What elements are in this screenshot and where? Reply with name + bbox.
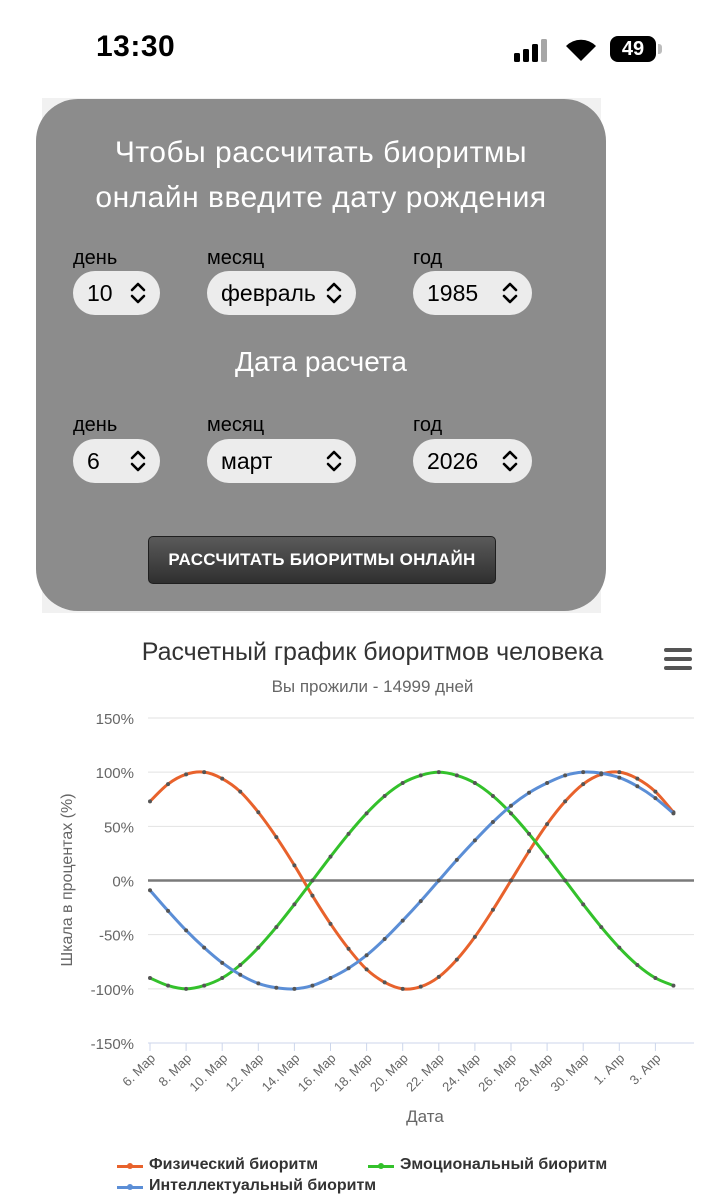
birth-month-label: месяц: [207, 247, 265, 269]
x-tick-label: 22. Мар: [402, 1050, 447, 1095]
data-point-emotional: [220, 976, 224, 980]
form-title-line-2: онлайн введите дату рождения: [95, 181, 547, 214]
data-point-physical: [347, 947, 351, 951]
data-point-intellectual: [220, 961, 224, 965]
legend-physical[interactable]: [149, 1156, 318, 1174]
data-point-physical: [310, 894, 314, 898]
data-point-emotional: [202, 984, 206, 988]
chevron-up-down-icon: [500, 281, 520, 305]
data-point-physical: [329, 922, 333, 926]
data-point-intellectual: [563, 773, 567, 777]
data-point-intellectual: [329, 976, 333, 980]
data-point-physical: [148, 799, 152, 803]
data-point-emotional: [274, 925, 278, 929]
x-tick-label: 12. Мар: [222, 1050, 267, 1095]
calc-day-select[interactable]: [73, 439, 160, 483]
data-point-intellectual: [455, 858, 459, 862]
calc-month-label: месяц: [207, 414, 265, 436]
chart-title: Расчетный график биоритмов человека: [141, 638, 604, 666]
data-point-intellectual: [365, 953, 369, 957]
legend-emotional[interactable]: [400, 1156, 607, 1174]
data-point-intellectual: [617, 776, 621, 780]
x-axis-title: Дата: [406, 1107, 444, 1126]
x-tick-label: 8. Мар: [155, 1050, 195, 1090]
data-point-emotional: [148, 976, 152, 980]
data-point-intellectual: [148, 888, 152, 892]
data-point-physical: [653, 790, 657, 794]
data-point-intellectual: [545, 781, 549, 785]
chevron-up-down-icon: [324, 449, 344, 473]
y-tick-label: 150%: [95, 711, 134, 728]
data-point-intellectual: [473, 838, 477, 842]
data-point-emotional: [473, 781, 477, 785]
birth-year-select[interactable]: [413, 271, 532, 315]
data-point-emotional: [292, 902, 296, 906]
data-point-intellectual: [292, 987, 296, 991]
data-point-intellectual: [401, 919, 405, 923]
data-point-intellectual: [527, 791, 531, 795]
calc-year-select[interactable]: [413, 439, 532, 483]
data-point-physical: [527, 849, 531, 853]
legend-intellectual[interactable]: [149, 1177, 376, 1195]
data-point-physical: [220, 777, 224, 781]
legend-intellectual-label: Интеллектуальный биоритм: [149, 1177, 377, 1194]
birth-month-value: февраль: [221, 280, 316, 306]
data-point-emotional: [635, 963, 639, 967]
cellular-signal-icon: [514, 38, 554, 62]
data-point-emotional: [563, 879, 567, 883]
y-tick-label: 50%: [103, 819, 134, 837]
data-point-intellectual: [166, 909, 170, 913]
data-point-emotional: [671, 984, 675, 988]
chevron-up-down-icon: [324, 281, 344, 305]
legend-physical-label: Физический биоритм: [149, 1156, 319, 1173]
data-point-physical: [617, 770, 621, 774]
data-point-emotional: [166, 984, 170, 988]
data-point-physical: [274, 835, 278, 839]
data-point-emotional: [401, 781, 405, 785]
data-point-emotional: [509, 811, 513, 815]
calc-month-select[interactable]: [207, 439, 356, 483]
y-tick-label: 0%: [112, 873, 134, 891]
x-tick-label: 24. Мар: [439, 1050, 484, 1095]
legend-emotional-marker: [378, 1163, 384, 1169]
data-point-physical: [419, 985, 423, 989]
data-point-intellectual: [581, 770, 585, 774]
data-point-physical: [473, 935, 477, 939]
x-tick-label: 10. Мар: [186, 1050, 231, 1095]
calc-day-value: 6: [87, 448, 100, 474]
data-point-intellectual: [671, 811, 675, 815]
chart-menu-icon[interactable]: [664, 646, 694, 672]
data-point-emotional: [491, 794, 495, 798]
form-title: [36, 130, 606, 220]
data-point-physical: [166, 782, 170, 786]
data-point-emotional: [419, 773, 423, 777]
data-point-physical: [581, 782, 585, 786]
data-point-intellectual: [653, 796, 657, 800]
y-tick-label: -50%: [98, 927, 134, 945]
data-point-physical: [401, 987, 405, 991]
x-tick-label: 20. Мар: [366, 1050, 411, 1095]
x-tick-label: 26. Мар: [475, 1050, 520, 1095]
data-point-physical: [238, 790, 242, 794]
data-point-emotional: [599, 925, 603, 929]
battery-tip: [658, 44, 662, 54]
x-tick-label: 3. Апр: [626, 1050, 664, 1088]
data-point-emotional: [184, 987, 188, 991]
birth-year-label: год: [413, 247, 443, 269]
data-point-physical: [383, 980, 387, 984]
y-axis-title: Шкала в процентах (%): [59, 793, 76, 967]
chevron-up-down-icon: [128, 281, 148, 305]
chevron-up-down-icon: [500, 449, 520, 473]
x-tick-label: 16. Мар: [294, 1050, 339, 1095]
data-point-physical: [491, 908, 495, 912]
calc-year-value: 2026: [427, 448, 479, 474]
legend-intellectual-marker: [127, 1184, 133, 1190]
wifi-icon: [564, 36, 598, 62]
data-point-emotional: [256, 946, 260, 950]
data-point-emotional: [545, 855, 549, 859]
data-point-physical: [545, 822, 549, 826]
data-point-physical: [563, 799, 567, 803]
birth-year-value: 1985: [427, 280, 479, 306]
data-point-physical: [256, 810, 260, 814]
data-point-emotional: [238, 963, 242, 967]
data-point-physical: [184, 772, 188, 776]
x-tick-label: 1. Апр: [590, 1050, 628, 1088]
data-point-intellectual: [437, 879, 441, 883]
data-point-physical: [202, 770, 206, 774]
battery-icon: [610, 36, 656, 62]
data-point-physical: [455, 958, 459, 962]
data-point-intellectual: [274, 986, 278, 990]
data-point-physical: [509, 879, 513, 883]
data-point-intellectual: [310, 984, 314, 988]
data-point-intellectual: [419, 899, 423, 903]
battery-level: 49: [621, 38, 645, 60]
data-point-physical: [365, 967, 369, 971]
data-point-emotional: [653, 976, 657, 980]
chart-subtitle: Вы прожили - 14999 дней: [271, 677, 474, 696]
data-point-intellectual: [635, 784, 639, 788]
data-point-physical: [292, 863, 296, 867]
y-tick-label: -150%: [90, 1036, 134, 1053]
data-point-emotional: [527, 832, 531, 836]
birth-day-value: 10: [87, 280, 113, 306]
y-tick-label: -100%: [90, 981, 134, 999]
biorhythm-chart: [0, 700, 725, 1140]
status-bar: [0, 0, 725, 100]
data-point-emotional: [383, 794, 387, 798]
calc-date-title: Дата расчета: [235, 346, 407, 377]
calculate-biorhythms-button[interactable]: РАССЧИТАТЬ БИОРИТМЫ ОНЛАЙН: [148, 536, 496, 584]
data-point-intellectual: [383, 937, 387, 941]
data-point-emotional: [437, 770, 441, 774]
data-point-emotional: [347, 832, 351, 836]
form-title-line-1: Чтобы рассчитать биоритмы: [114, 136, 528, 169]
legend-emotional-label: Эмоциональный биоритм: [400, 1156, 608, 1173]
data-point-emotional: [329, 855, 333, 859]
data-point-emotional: [310, 879, 314, 883]
data-point-physical: [437, 975, 441, 979]
data-point-intellectual: [202, 946, 206, 950]
data-point-emotional: [365, 811, 369, 815]
data-point-intellectual: [238, 973, 242, 977]
legend-physical-marker: [127, 1163, 133, 1169]
calc-month-value: март: [221, 448, 273, 474]
data-point-intellectual: [509, 804, 513, 808]
x-tick-label: 18. Мар: [330, 1050, 375, 1095]
data-point-emotional: [581, 902, 585, 906]
y-tick-label: 100%: [95, 765, 134, 783]
status-time: 13:30: [96, 30, 176, 63]
x-tick-label: 28. Мар: [511, 1050, 556, 1095]
data-point-intellectual: [184, 928, 188, 932]
x-tick-label: 30. Мар: [547, 1050, 592, 1095]
data-point-intellectual: [599, 771, 603, 775]
data-point-emotional: [617, 946, 621, 950]
data-point-intellectual: [347, 966, 351, 970]
chevron-up-down-icon: [128, 449, 148, 473]
x-tick-label: 14. Мар: [258, 1050, 303, 1095]
calc-day-label: день: [73, 414, 118, 436]
birth-day-select[interactable]: [73, 271, 160, 315]
birth-month-select[interactable]: [207, 271, 356, 315]
birth-day-label: день: [73, 247, 118, 269]
x-tick-label: 6. Мар: [119, 1050, 159, 1090]
data-point-intellectual: [256, 981, 260, 985]
calc-year-label: год: [413, 414, 443, 436]
data-point-emotional: [455, 773, 459, 777]
data-point-physical: [635, 777, 639, 781]
data-point-intellectual: [491, 820, 495, 824]
